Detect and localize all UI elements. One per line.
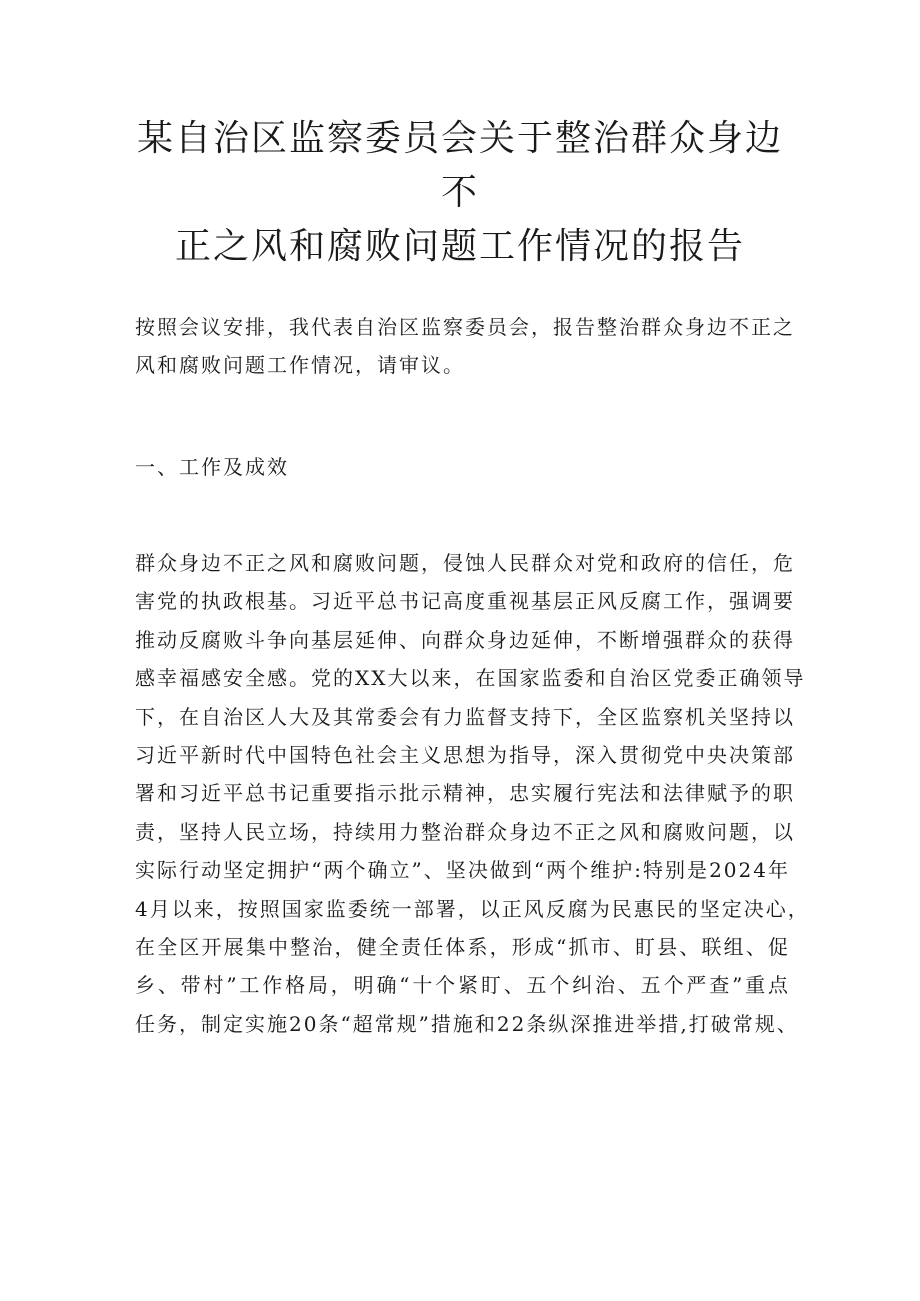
body-line-2: 害党的执政根基。习近平总书记高度重视基层正风反腐工作，强调要: [135, 589, 795, 614]
body-line-11: 在全区开展集中整治，健全责任体系，形成“抓市、盯县、联组、促: [135, 935, 790, 960]
body-line-5: 下，在自治区人大及其常委会有力监督支持下，全区监察机关坚持以: [135, 704, 795, 729]
body-line-13: 任务，制定实施20条“超常规”措施和22条纵深推进举措,打破常规、: [135, 1011, 799, 1036]
body-line-1: 群众身边不正之风和腐败问题，侵蚀人民群众对党和政府的信任，危: [135, 551, 795, 575]
body-line-3: 推动反腐败斗争向基层延伸、向群众身边延伸，不断增强群众的获得: [135, 627, 795, 652]
section-heading: 一、工作及成效: [135, 455, 289, 479]
intro-paragraph: [135, 308, 795, 384]
intro-line-2: 风和腐败问题工作情况，请审议。: [135, 353, 465, 377]
title-line-1: 某自治区监察委员会关于整治群众身边不: [136, 118, 783, 213]
body-line-9: 实际行动坚定拥护“两个确立”、坚决做到“两个维护:特别是2024年: [135, 858, 790, 883]
body-line-6: 习近平新时代中国特色社会主义思想为指导，深入贯彻党中央决策部: [135, 743, 795, 768]
title-line-2: 正之风和腐败问题工作情况的报告: [174, 226, 745, 267]
body-line-12: 乡、带村”工作格局，明确“十个紧盯、五个纠治、五个严查”重点: [135, 973, 790, 998]
body-line-4: 感幸福感安全感。党的XX大以来，在国家监委和自治区党委正确领导: [135, 666, 806, 691]
body-line-8: 责，坚持人民立场，持续用力整治群众身边不正之风和腐败问题，以: [135, 819, 795, 844]
document-title: [130, 112, 790, 274]
body-paragraph: [135, 544, 810, 1043]
body-line-7: 署和习近平总书记重要指示批示精神，忠实履行宪法和法律赋予的职: [135, 781, 795, 806]
body-line-10: 4月以来，按照国家监委统一部署，以正风反腐为民惠民的坚定决心，: [135, 896, 810, 921]
intro-line-1: 按照会议安排，我代表自治区监察委员会，报告整治群众身边不正之: [135, 315, 795, 339]
